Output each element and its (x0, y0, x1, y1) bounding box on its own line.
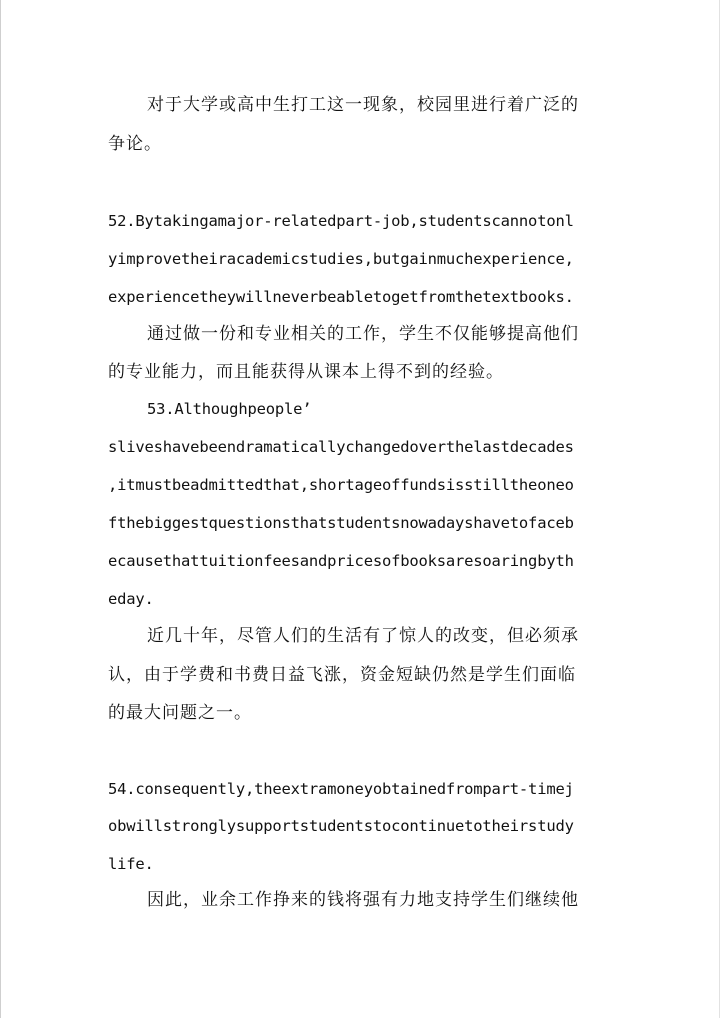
paragraph-line: 通过做一份和专业相关的工作，学生不仅能够提高他们 (147, 324, 579, 344)
paragraph-line: 的专业能力，而且能获得从课本上得不到的经验。 (108, 362, 504, 382)
paragraph-line: 对于大学或高中生打工这一现象，校园里进行着广泛的 (147, 95, 579, 115)
paragraph-line: 52.Bytakingamajor-relatedpart-job,studentscannotonl (108, 212, 574, 230)
paragraph-line: eday. (108, 590, 154, 608)
page-edge-left (0, 0, 1, 1018)
paragraph-line: 近几十年，尽管人们的生活有了惊人的改变，但必须承 (147, 626, 579, 646)
paragraph-line: 54.consequently,theextramoneyobtainedfrompart-timej (108, 780, 574, 798)
paragraph-line: sliveshavebeendramaticallychangedoverthelastdecades (108, 438, 574, 456)
paragraph-line: experiencetheywillneverbeabletogetfromthetextbooks. (108, 288, 574, 306)
paragraph-line: obwillstronglysupportstudentstocontinuetotheirstudy (108, 817, 574, 835)
paragraph-line: 的最大问题之一。 (108, 703, 252, 723)
paragraph-line: 因此，业余工作挣来的钱将强有力地支持学生们继续他 (147, 890, 579, 910)
paragraph-line: 争论。 (108, 134, 162, 154)
paragraph-line: ecausethattuitionfeesandpricesofbooksaresoaringbyth (108, 552, 574, 570)
paragraph-line: 认，由于学费和书费日益飞涨，资金短缺仍然是学生们面临 (108, 665, 576, 685)
paragraph-line: 53.Althoughpeople’ (147, 400, 312, 418)
paragraph-line: yimprovetheiracademicstudies,butgainmuchexperience, (108, 250, 574, 268)
paragraph-line: fthebiggestquestionsthatstudentsnowadayshavetofaceb (108, 514, 574, 532)
paragraph-line: ,itmustbeadmittedthat,shortageoffundsisstilltheoneo (108, 476, 574, 494)
paragraph-line: life. (108, 855, 154, 873)
